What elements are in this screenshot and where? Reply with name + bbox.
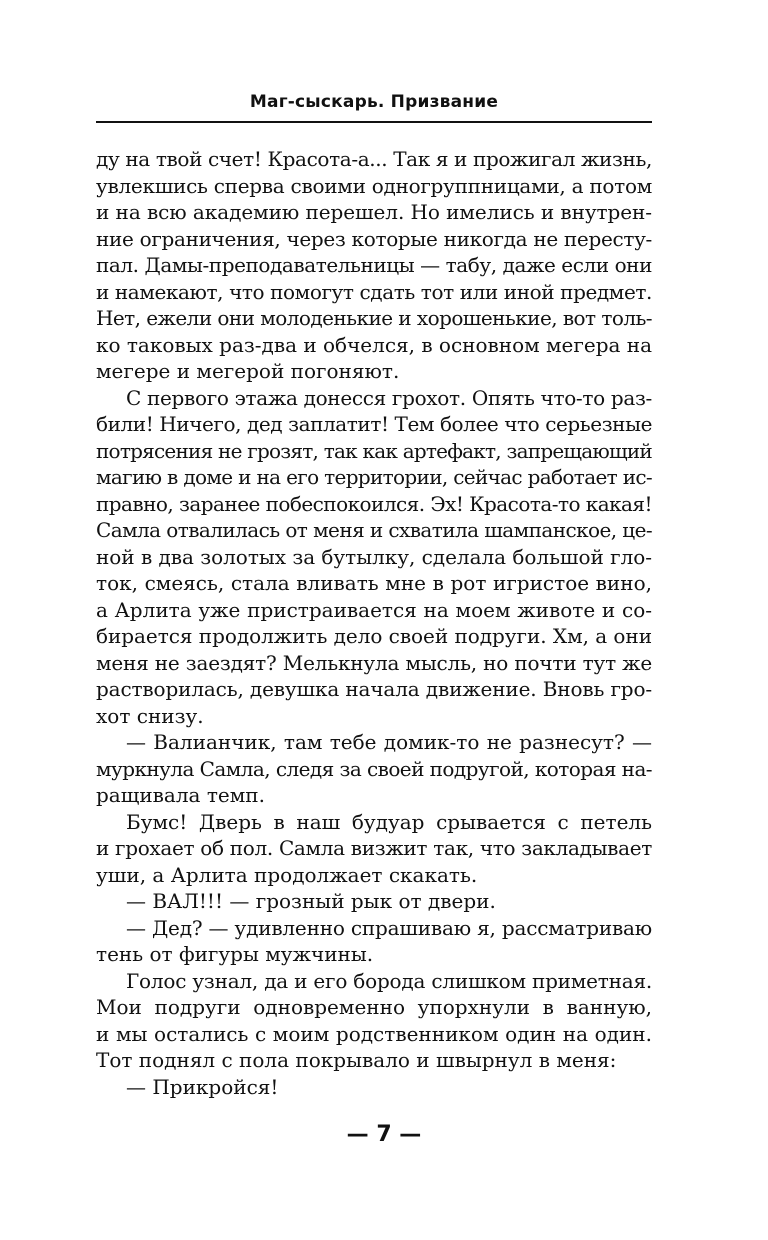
text-line: бирается продолжить дело своей подруги. Хм, а они xyxy=(96,624,652,648)
text-line: Самла отвалилась от меня и схватила шампанское, це- xyxy=(96,518,653,542)
text-line: ток, смеясь, стала вливать мне в рот игристое вино, xyxy=(96,571,652,595)
paragraph xyxy=(96,915,652,968)
text-line: С первого этажа донесся грохот. Опять что-то раз- xyxy=(126,385,652,410)
text-line: и на всю академию перешел. Но имелись и внутрен- xyxy=(96,200,653,224)
text-line: меня не заездят? Мелькнула мысль, но почти тут же xyxy=(96,650,652,675)
text-line: Мои подруги одновременно упорхнули в ванную, xyxy=(96,995,652,1019)
text-line: Нет, ежели они молоденькие и хорошенькие, вот толь- xyxy=(96,306,653,330)
paragraph xyxy=(96,1074,652,1101)
running-title: Маг-сыскарь. Призвание xyxy=(249,92,499,112)
text-line: ной в два золотых за бутылку, сделала большой гло- xyxy=(96,544,652,569)
text-line: — Валианчик, там тебе домик-то не разнесут? — xyxy=(126,730,652,754)
text-line: а Арлита уже пристраивается на моем животе и со- xyxy=(96,597,652,622)
header-rule xyxy=(96,121,652,123)
text-line: Бумс! Дверь в наш будуар срывается с петель xyxy=(126,809,652,834)
paragraph xyxy=(96,809,652,889)
text-line: увлекшись сперва своими одногруппницами, а потом xyxy=(96,173,652,198)
page-number: — 7 — xyxy=(346,1122,422,1147)
text-line: мегере и мегерой погоняют. xyxy=(96,359,400,383)
text-line: пал. Дамы-преподавательницы — табу, даже если они xyxy=(96,253,652,277)
text-line: магию в доме и на его территории, сейчас работает ис- xyxy=(96,465,653,489)
text-line: ние ограничения, через которые никогда не пересту- xyxy=(96,226,652,251)
text-line: — Прикройся! xyxy=(126,1074,279,1099)
paragraph xyxy=(96,968,652,1074)
text-line: муркнула Самла, следя за своей подругой, которая на- xyxy=(96,756,652,781)
text-line: и намекают, что помогут сдать тот или иной предмет. xyxy=(96,279,652,304)
text-line: хот снизу. xyxy=(96,703,204,728)
text-line: тень от фигуры мужчины. xyxy=(96,942,374,966)
text-line: били! Ничего, дед заплатит! Тем более что серьезные xyxy=(96,412,652,436)
text-line: Тот поднял с пола покрывало и швырнул в меня: xyxy=(96,1048,617,1072)
paragraph xyxy=(96,888,652,915)
text-line: ду на твой счет! Красота-а... Так я и прожигал жизнь, xyxy=(96,147,652,171)
text-line: — ВАЛ!!! — грозный рык от двери. xyxy=(126,889,496,913)
paragraph xyxy=(96,729,652,809)
paragraph xyxy=(96,385,652,730)
body-text xyxy=(96,146,652,1100)
paragraph xyxy=(96,146,652,385)
text-line: и грохает об пол. Самла визжит так, что закладывает xyxy=(96,836,652,860)
text-line: Голос узнал, да и его борода слишком приметная. xyxy=(126,968,652,993)
text-line: ко таковых раз-два и обчелся, в основном мегера на xyxy=(96,332,652,357)
text-line: — Дед? — удивленно спрашиваю я, рассматриваю xyxy=(126,915,652,940)
text-line: потрясения не грозят, так как артефакт, запрещающий xyxy=(96,438,652,463)
text-line: уши, а Арлита продолжает скакать. xyxy=(96,862,478,887)
text-line: правно, заранее побеспокоился. Эх! Красота-то какая! xyxy=(96,491,652,516)
text-line: растворилась, девушка начала движение. Вновь гро- xyxy=(96,677,652,701)
text-line: ращивала темп. xyxy=(96,783,265,807)
text-line: и мы остались с моим родственником один на один. xyxy=(96,1021,652,1046)
